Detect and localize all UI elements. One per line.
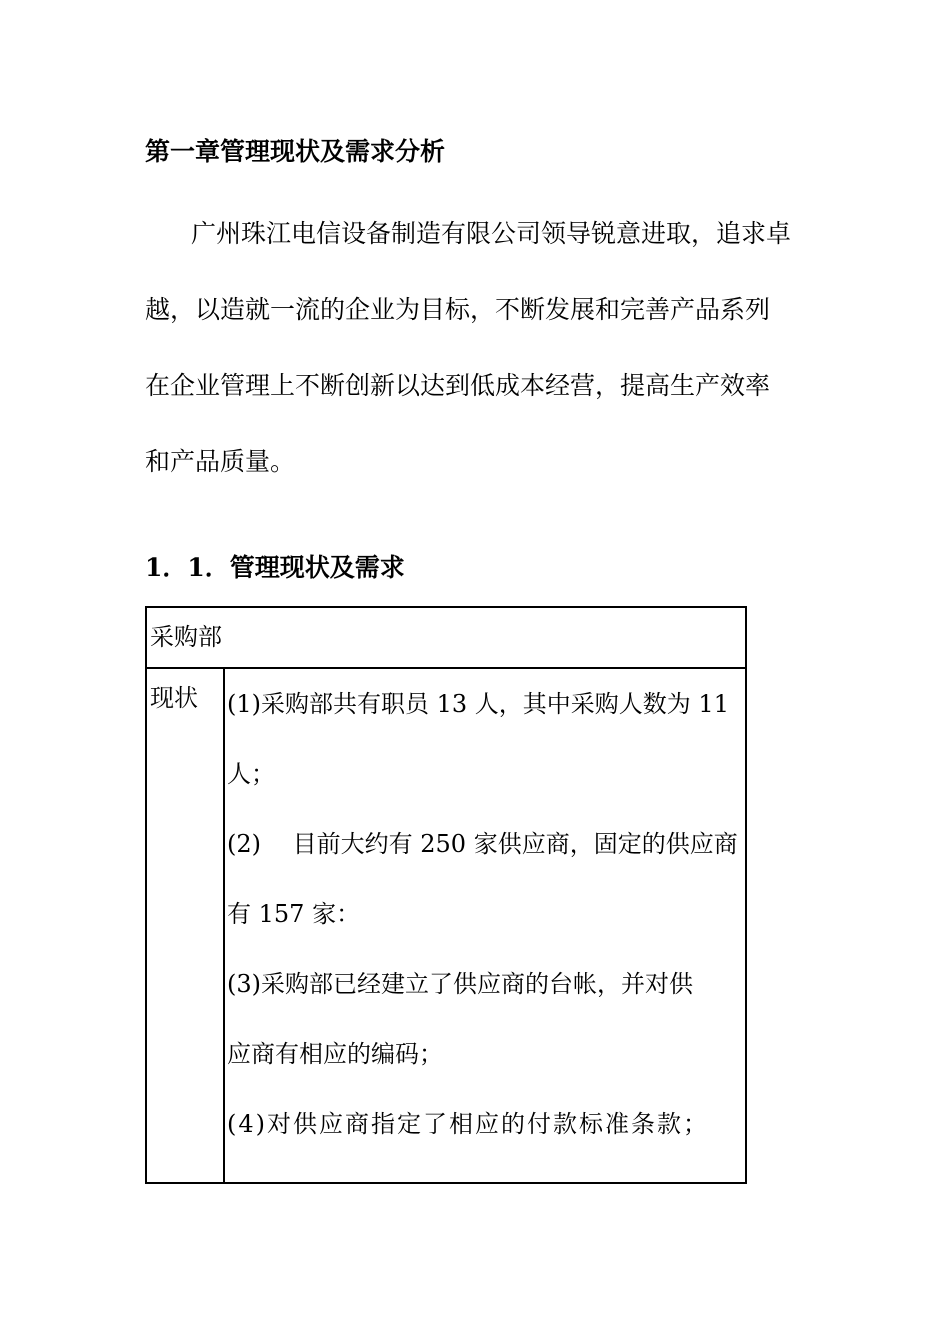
intro-line: 和产品质量。 (145, 447, 296, 476)
status-item-line: (1)采购部共有职员 13 人，其中采购人数为 11 (227, 690, 729, 718)
department-label: 采购部 (150, 623, 222, 651)
status-item-line: 有 157 家： (227, 900, 361, 928)
table-header-row (147, 608, 745, 669)
intro-line: 广州珠江电信设备制造有限公司领导锐意进取，追求卓 (191, 219, 792, 248)
status-items-cell (227, 669, 745, 1159)
status-label: 现状 (150, 684, 198, 712)
intro-paragraph (145, 196, 807, 500)
status-item-line: (2) 目前大约有 250 家供应商，固定的供应商 (227, 830, 738, 858)
intro-line: 越，以造就一流的企业为目标，不断发展和完善产品系列 (145, 295, 771, 324)
status-label-cell (147, 669, 225, 1182)
intro-line: 在企业管理上不断创新以达到低成本经营，提高生产效率 (145, 371, 771, 400)
status-item-line: (3)采购部已经建立了供应商的台帐，并对供 (227, 970, 693, 998)
status-item-line: (4)对供应商指定了相应的付款标准条款； (227, 1110, 709, 1138)
chapter-title: 第一章管理现状及需求分析 (145, 137, 446, 166)
status-table (145, 606, 747, 1184)
section-title: 1．1．管理现状及需求 (145, 553, 405, 582)
status-item-line: 人； (227, 760, 275, 788)
status-item-line: 应商有相应的编码； (227, 1040, 443, 1068)
